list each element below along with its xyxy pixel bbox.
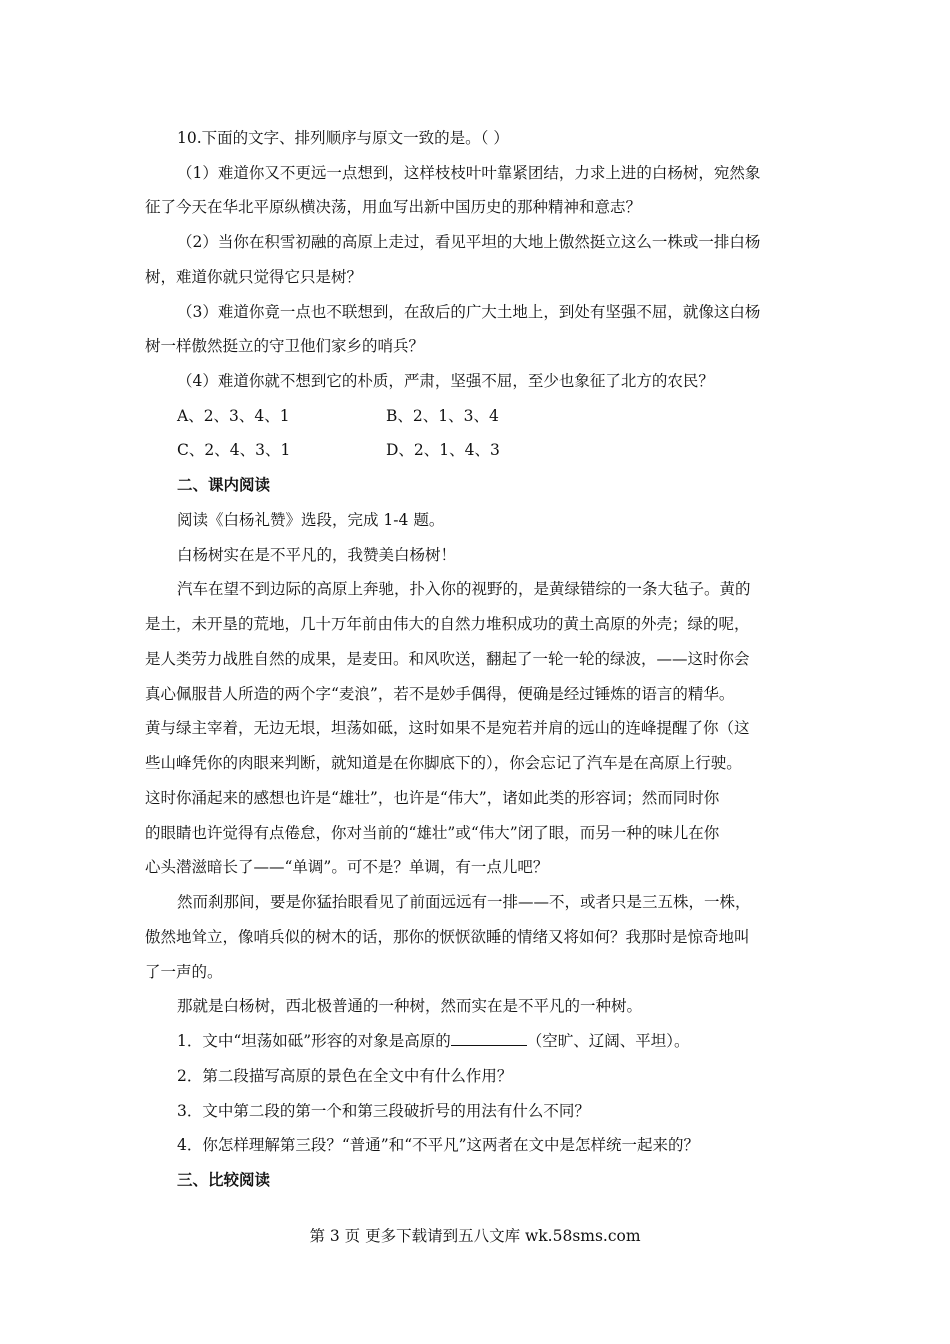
passage-p2-line: 汽车在望不到边际的高原上奔驰，扑入你的视野的，是黄绿错综的一条大毡子。黄的: [177, 580, 751, 598]
passage-p2-line: 这时你涌起来的感想也许是“雄壮”，也许是“伟大”，诸如此类的形容词；然而同时你: [145, 789, 720, 807]
question-3: 3．文中第二段的第一个和第三段破折号的用法有什么不同？: [177, 1102, 590, 1120]
passage-p2-line: 些山峰凭你的肉眼来判断，就知道是在你脚底下的），你会忘记了汽车是在高原上行驶。: [145, 754, 742, 772]
page-footer: 第 3 页 更多下载请到五八文库 wk.58sms.com: [309, 1227, 641, 1245]
question-2: 2．第二段描写高原的景色在全文中有什么作用？: [177, 1067, 513, 1085]
section-3-heading: 三、比较阅读: [177, 1170, 271, 1189]
passage-p2-line: 心头潜滋暗长了——“单调”。可不是？单调，有一点儿吧？: [145, 858, 549, 876]
option-b: B、2、1、3、4: [386, 407, 499, 425]
passage-p2-line: 是土，未开垦的荒地，几十万年前由伟大的自然力堆积成功的黄土高原的外壳；绿的呢，: [145, 615, 750, 633]
passage-paragraph-4: 那就是白杨树，西北极普通的一种树，然而实在是不平凡的一种树。: [177, 997, 643, 1015]
sentence-3-line-2: 树一样傲然挺立的守卫他们家乡的哨兵？: [145, 337, 425, 355]
option-d: D、2、1、4、3: [386, 441, 500, 459]
reading-intro: 阅读《白杨礼赞》选段，完成 1-4 题。: [177, 511, 445, 529]
passage-p2-line: 黄与绿主宰着，无边无垠，坦荡如砥，这时如果不是宛若并肩的远山的连峰提醒了你（这: [145, 719, 750, 737]
passage-p2-line: 是人类劳力战胜自然的成果，是麦田。和风吹送，翻起了一轮一轮的绿波，——这时你会: [145, 650, 750, 668]
sentence-2-line-1: （2）当你在积雪初融的高原上走过，看见平坦的大地上傲然挺立这么一株或一排白杨: [177, 233, 761, 251]
sentence-3-line-1: （3）难道你竟一点也不联想到，在敌后的广大土地上，到处有坚强不屈，就像这白杨: [177, 303, 761, 321]
passage-p3-line: 然而刹那间，要是你猛抬眼看见了前面远远有一排——不，或者只是三五株，一株，: [177, 893, 751, 911]
question-10-stem: 10.下面的文字、排列顺序与原文一致的是。（ ）: [177, 129, 509, 147]
question-1: [177, 1031, 689, 1051]
passage-p3-line: 了一声的。: [145, 963, 223, 981]
passage-p2-line: 的眼睛也许觉得有点倦怠，你对当前的“雄壮”或“伟大”闭了眼，而另一种的味儿在你: [145, 824, 720, 842]
option-c: C、2、4、3、1: [177, 441, 291, 459]
sentence-2-line-2: 树，难道你就只觉得它只是树？: [145, 268, 363, 286]
answer-blank[interactable]: [451, 1031, 527, 1046]
passage-paragraph-1: 白杨树实在是不平凡的，我赞美白杨树！: [177, 546, 457, 564]
passage-p2-line: 真心佩服昔人所造的两个字“麦浪”，若不是妙手偶得，便确是经过锤炼的语言的精华。: [145, 685, 735, 703]
section-2-heading: 二、课内阅读: [177, 475, 271, 494]
passage-p3-line: 傲然地耸立，像哨兵似的树木的话，那你的恹恹欲睡的情绪又将如何？我那时是惊奇地叫: [145, 928, 750, 946]
question-1-suffix: （空旷、辽阔、平坦）。: [526, 1032, 690, 1050]
sentence-1-line-1: （1）难道你又不更远一点想到，这样枝枝叶叶靠紧团结，力求上进的白杨树，宛然象: [177, 164, 761, 182]
option-a: A、2、3、4、1: [177, 407, 290, 425]
question-1-prefix: 1．文中“坦荡如砥”形容的对象是高原的: [177, 1032, 451, 1050]
question-4: 4．你怎样理解第三段？“普通”和“不平凡”这两者在文中是怎样统一起来的？: [177, 1136, 700, 1154]
sentence-4-line-1: （4）难道你就不想到它的朴质，严肃，坚强不屈，至少也象征了北方的农民？: [177, 372, 714, 390]
sentence-1-line-2: 征了今天在华北平原纵横决荡，用血写出新中国历史的那种精神和意志？: [145, 198, 642, 216]
